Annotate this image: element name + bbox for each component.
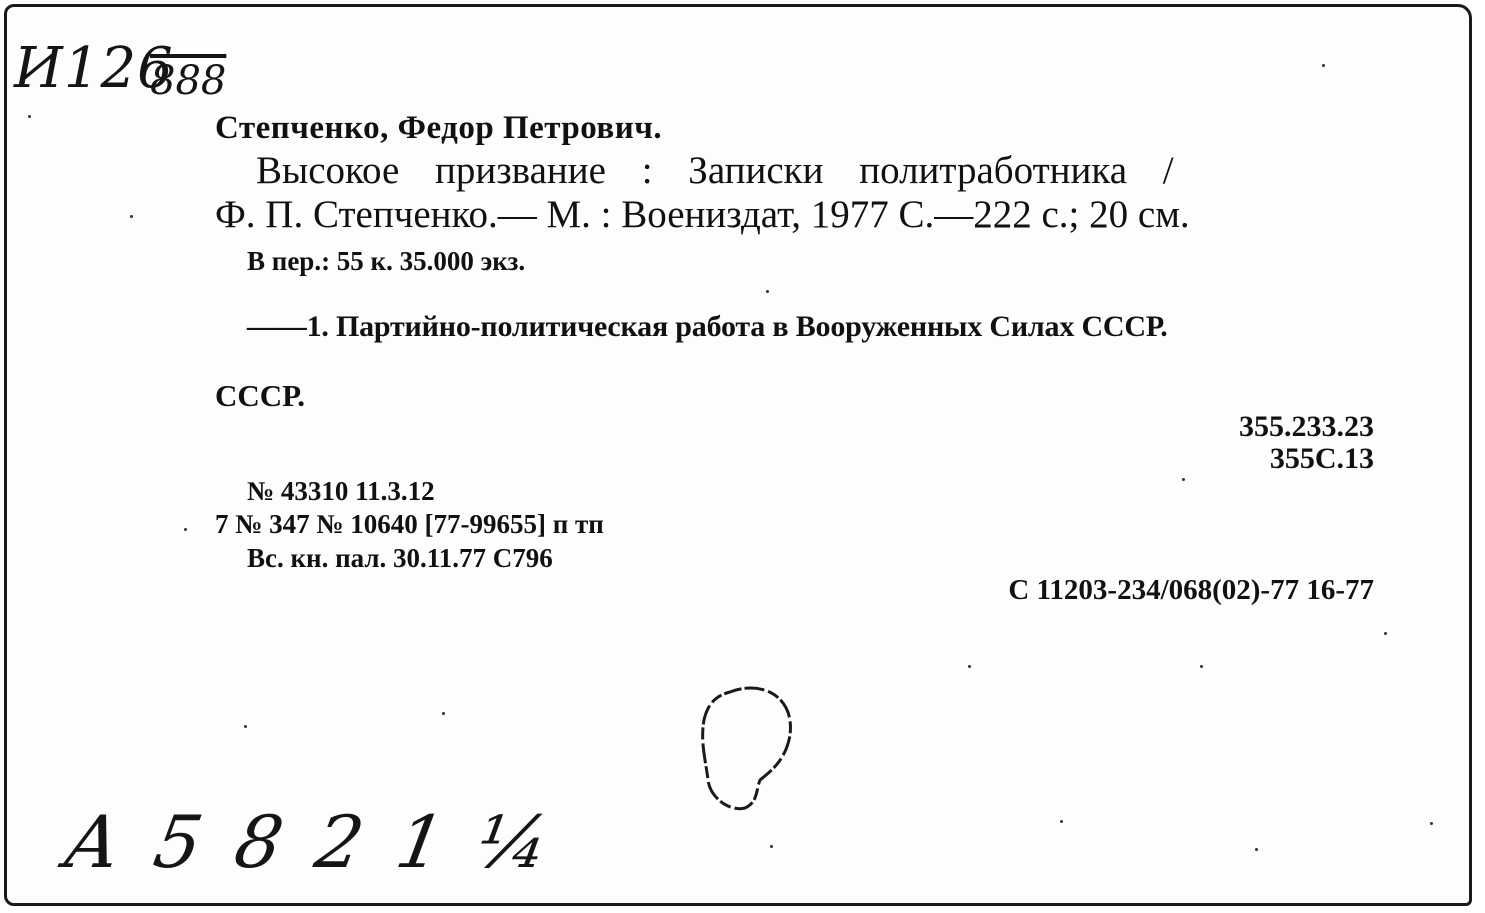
imprint-line: Ф. П. Степченко.— М. : Воениздат, 1977 С.—222 с.; 20 см. [215,193,1190,236]
author-heading: Степченко, Федор Петрович. [215,110,663,146]
subject-continuation: СССР. [215,378,305,413]
speck [1430,822,1433,825]
publisher-code: С 11203-234/068(02)-77 16-77 [1008,574,1374,606]
speck [130,215,133,218]
speck [1182,478,1185,481]
speck [968,665,971,668]
speck [766,290,769,293]
title-line: Высокое призвание : Записки политработника / [256,149,1174,192]
registry-line-2: 7 № 347 № 10640 [77-99655] п тп [215,509,604,539]
speck [1384,632,1387,635]
registry-line-1: № 43310 11.3.12 [247,476,435,506]
udc-index: 355.233.23 [1239,410,1374,443]
speck [1200,665,1203,668]
registry-line-3: Вс. кн. пал. 30.11.77 С796 [247,543,553,573]
speck [770,845,773,848]
speck [442,712,445,715]
speck [1322,64,1325,67]
handwritten-shelf-code: И126 [14,36,174,101]
speck [1255,848,1258,851]
handwritten-shelf-suffix: 888 [150,58,227,104]
price-line: В пер.: 55 к. 35.000 экз. [247,246,526,276]
speck [28,115,31,118]
subject-line: ——1. Партийно-политическая работа в Вооруженных Силах СССР. [247,310,1168,343]
punch-hole-icon [690,680,800,820]
speck [184,528,187,531]
speck [1060,820,1063,823]
speck [244,725,247,728]
bbk-index: 355С.13 [1269,442,1374,475]
handwritten-inventory-number: А 5 8 2 1 ¼ [58,800,562,884]
